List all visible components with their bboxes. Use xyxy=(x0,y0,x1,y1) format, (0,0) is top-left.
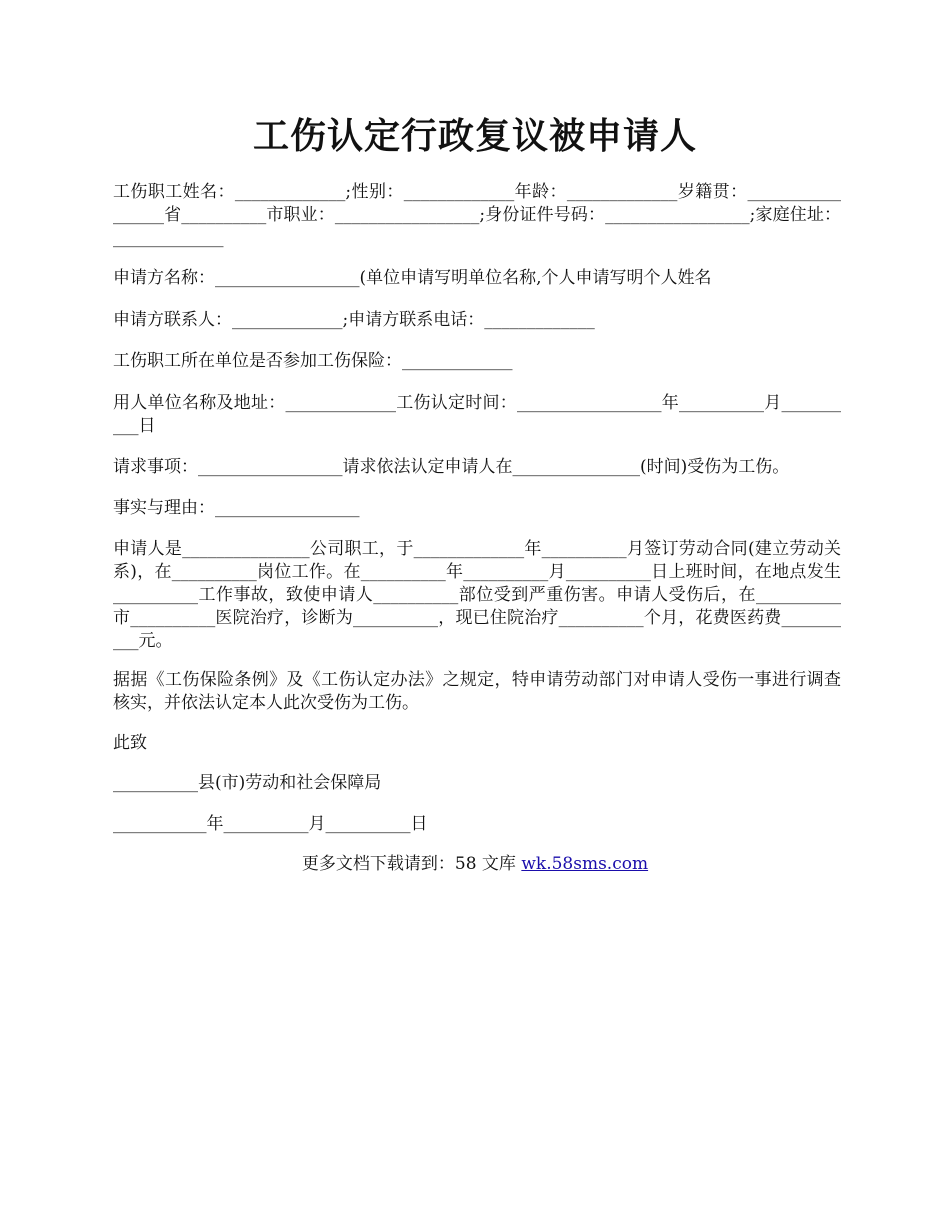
paragraph-date: ___________年__________月__________日 xyxy=(113,814,428,834)
paragraph-request: 请求事项：_________________请求依法认定申请人在_______________(时间)受伤为工伤。 xyxy=(113,457,790,477)
paragraph-employer-address: 用人单位名称及地址：_____________工伤认定时间：_________________年__________月__________日 xyxy=(113,393,841,436)
paragraph-applicant-name: 申请方名称：_________________(单位申请写明单位名称,个人申请写明个人姓名 xyxy=(113,268,712,288)
paragraph-salutation: 此致 xyxy=(113,733,147,753)
footer xyxy=(0,852,950,876)
paragraph-facts-heading: 事实与理由：_________________ xyxy=(113,498,360,518)
paragraph-applicant-contact: 申请方联系人：_____________;申请方联系电话：_____________ xyxy=(113,310,595,330)
paragraph-recipient: __________县(市)劳动和社会保障局 xyxy=(113,773,382,793)
footer-text: 更多文档下载请到：58 文库 xyxy=(301,854,522,874)
paragraph-facts-body: 申请人是_______________公司职工，于_____________年__________月签订劳动合同(建立劳动关系)，在__________岗位工作。在__________年__________月__________日上班时间，在地点发生__________工作事故，致使申请人__________部位受到严重伤害。申请人受伤后，在__________市__________医院治疗，诊断为__________，现已住院治疗__________个月，花费医药费__________元。 xyxy=(113,539,841,651)
paragraph-worker-info: 工伤职工姓名：_____________;性别：_____________年龄：_____________岁籍贯：_________________省__________市职业：_________________;身份证件号码：_________________;家庭住址：_____________ xyxy=(113,182,841,248)
footer-link[interactable]: wk.58sms.com xyxy=(521,854,649,874)
paragraph-insurance-status: 工伤职工所在单位是否参加工伤保险：_____________ xyxy=(113,351,513,371)
paragraph-legal-basis: 据据《工伤保险条例》及《工伤认定办法》之规定，特申请劳动部门对申请人受伤一事进行调查核实，并依法认定本人此次受伤为工伤。 xyxy=(113,670,841,713)
document-title: 工伤认定行政复议被申请人 xyxy=(252,115,697,157)
